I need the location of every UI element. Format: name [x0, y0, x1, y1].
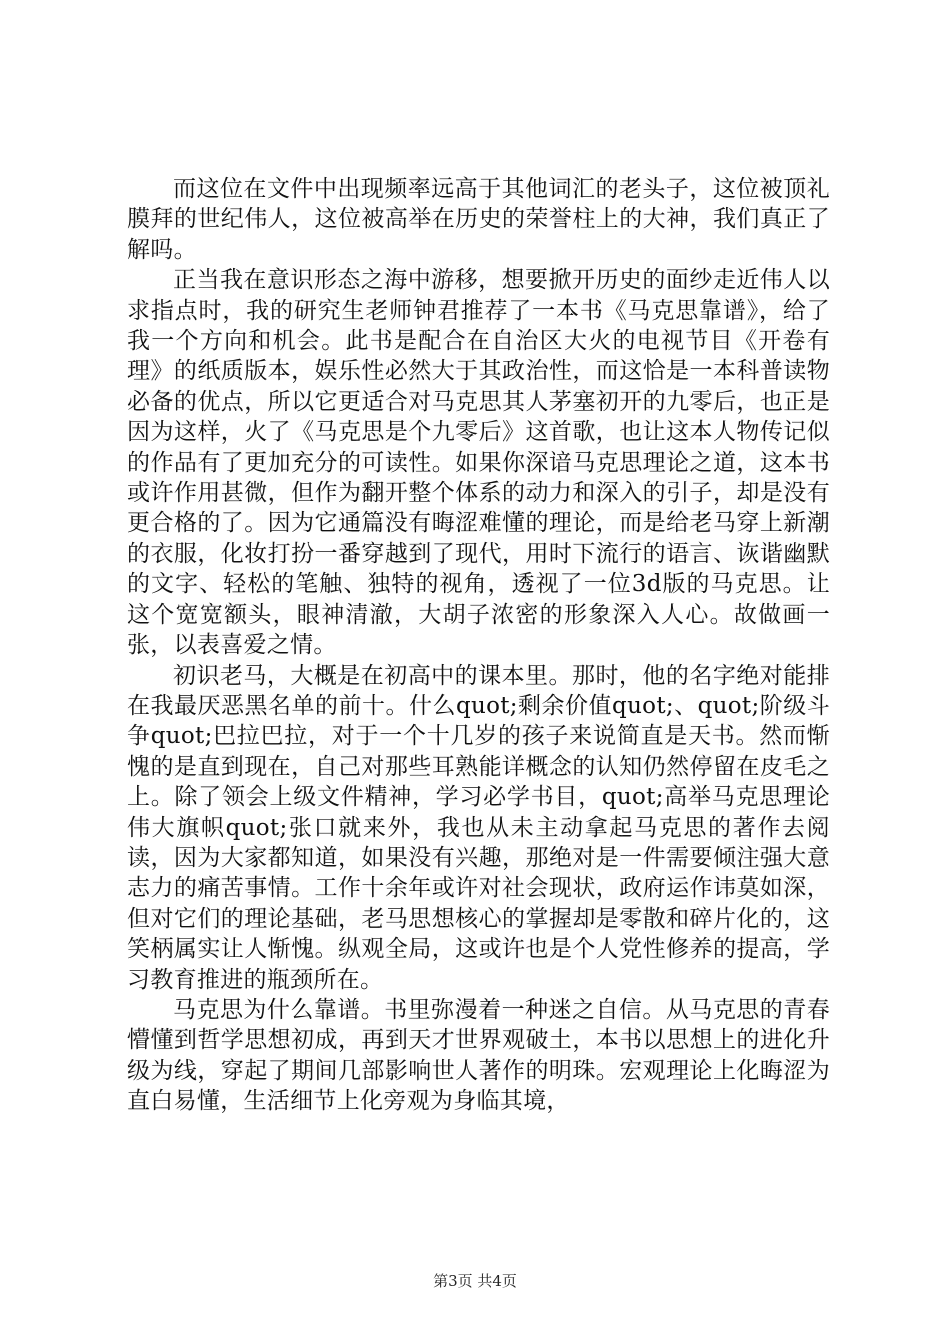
document-body [127, 174, 830, 1117]
paragraph: 马克思为什么靠谱。书里弥漫着一种迷之自信。从马克思的青春懵懂到哲学思想初成，再到天才世界观破土，本书以思想上的进化升级为线，穿起了期间几部影响世人著作的明珠。宏观理论上化晦涩为直白易懂，生活细节上化旁观为身临其境， [127, 996, 830, 1115]
paragraph: 初识老马，大概是在初高中的课本里。那时，他的名字绝对能排在我最厌恶黑名单的前十。什么quot;剩余价值quot;、quot;阶级斗争quot;巴拉巴拉，对于一个十几岁的孩子来说简直是天书。然而惭愧的是直到现在，自己对那些耳熟能详概念的认知仍然停留在皮毛之上。除了领会上级文件精神，学习必学书目，quot;高举马克思理论伟大旗帜quot;张口就来外，我也从未主动拿起马克思的著作去阅读，因为大家都知道，如果没有兴趣，那绝对是一件需要倾注强大意志力的痛苦事情。工作十余年或许对社会现状，政府运作讳莫如深，但对它们的理论基础，老马思想核心的掌握却是零散和碎片化的，这笑柄属实让人惭愧。纵观全局，这或许也是个人党性修养的提高，学习教育推进的瓶颈所在。 [127, 662, 830, 993]
page-number-footer: 第3页 共4页 [433, 1272, 517, 1290]
paragraph: 正当我在意识形态之海中游移，想要掀开历史的面纱走近伟人以求指点时，我的研究生老师钟君推荐了一本书《马克思靠谱》，给了我一个方向和机会。此书是配合在自治区大火的电视节目《开卷有理》的纸质版本，娱乐性必然大于其政治性，而这恰是一本科普读物必备的优点，所以它更适合对马克思其人茅塞初开的九零后，也正是因为这样，火了《马克思是个九零后》这首歌，也让这本人物传记似的作品有了更加充分的可读性。如果你深谙马克思理论之道，这本书或许作用甚微，但作为翻开整个体系的动力和深入的引子，却是没有更合格的了。因为它通篇没有晦涩难懂的理论，而是给老马穿上新潮的衣服，化妆打扮一番穿越到了现代，用时下流行的语言、诙谐幽默的文字、轻松的笔触、独特的视角，透视了一位3d版的马克思。让这个宽宽额头，眼神清澈，大胡子浓密的形象深入人心。故做画一张，以表喜爱之情。 [127, 267, 830, 659]
paragraph: 而这位在文件中出现频率远高于其他词汇的老头子，这位被顶礼膜拜的世纪伟人，这位被高举在历史的荣誉柱上的大神，我们真正了解吗。 [127, 176, 830, 263]
